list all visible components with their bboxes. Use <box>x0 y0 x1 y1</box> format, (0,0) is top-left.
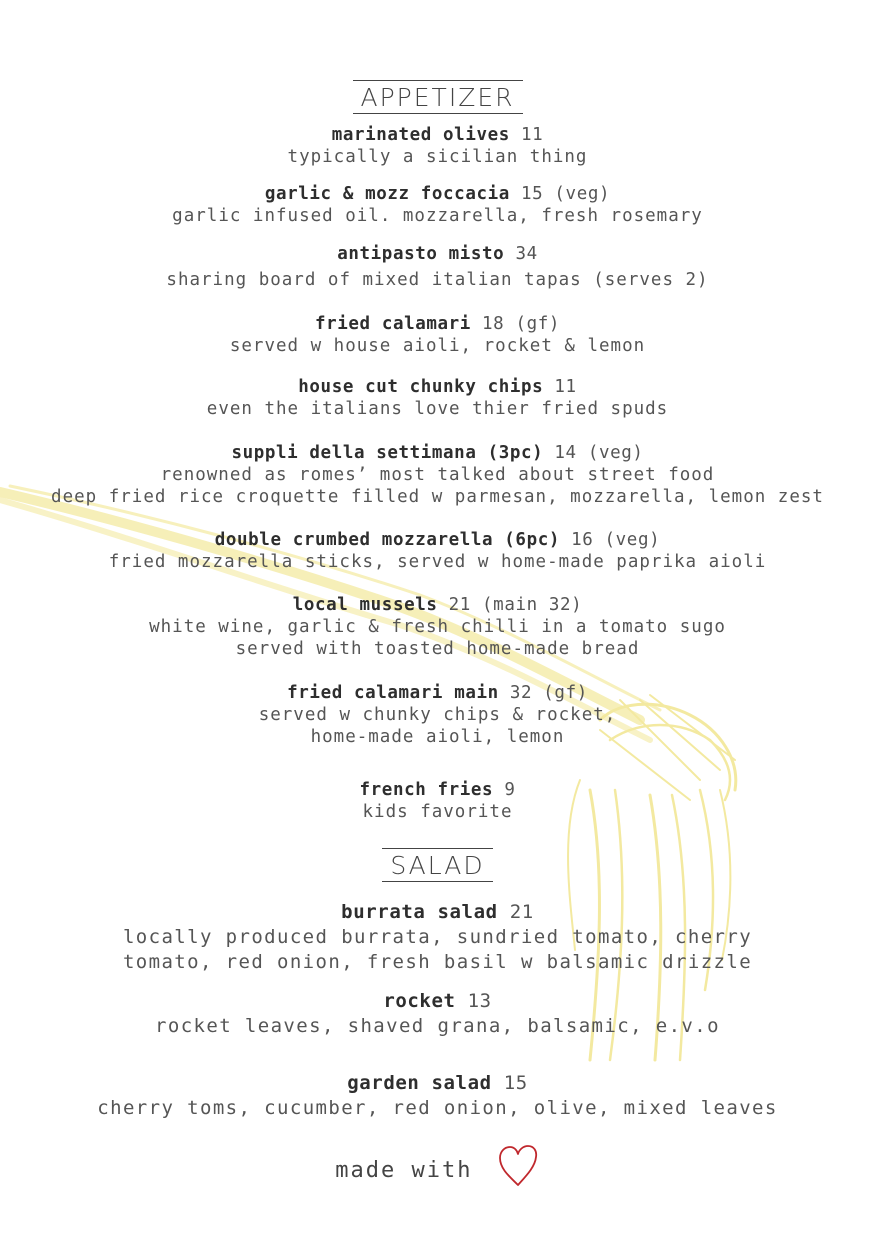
item-price: 14 (veg) <box>554 443 644 463</box>
item-price: 18 (gf) <box>482 314 560 334</box>
item-price: 11 <box>521 125 544 145</box>
item-price: 21 <box>509 901 534 923</box>
item-description: locally produced burrata, sundried tomato, cherry <box>122 926 753 948</box>
item-price: 16 (veg) <box>571 530 661 550</box>
item-description: even the italians love thier fried spuds <box>206 399 669 419</box>
item-name: local mussels <box>292 595 438 615</box>
item-description: home-made aioli, lemon <box>310 727 565 747</box>
menu-item <box>0 243 875 291</box>
item-description: tomato, red onion, fresh basil w balsamic drizzle <box>122 951 753 973</box>
footer-text: made with <box>335 1158 473 1183</box>
item-price: 32 (gf) <box>509 683 588 703</box>
menu-item <box>0 594 875 660</box>
item-description: served w chunky chips & rocket, <box>258 705 617 725</box>
item-name: garden salad <box>347 1072 492 1094</box>
menu-item <box>0 124 875 168</box>
item-name: french fries <box>359 780 494 800</box>
item-description: rocket leaves, shaved grana, balsamic, e.v.o <box>155 1015 720 1037</box>
item-description: cherry toms, cucumber, red onion, olive, mixed leaves <box>97 1097 778 1119</box>
item-name: garlic & mozz foccacia <box>264 184 510 204</box>
menu-item <box>0 442 875 508</box>
item-description: sharing board of mixed italian tapas (serves 2) <box>166 270 709 290</box>
footer-tagline <box>0 1143 875 1189</box>
menu-item <box>0 183 875 227</box>
menu-item <box>0 1071 875 1121</box>
menu-item <box>0 376 875 420</box>
item-price: 13 <box>467 990 492 1012</box>
item-name: house cut chunky chips <box>298 377 544 397</box>
menu-item <box>0 682 875 748</box>
item-name: double crumbed mozzarella (6pc) <box>214 530 560 550</box>
item-price: 21 (main 32) <box>448 595 583 615</box>
item-description: deep fried rice croquette filled w parmesan, mozzarella, lemon zest <box>51 487 824 507</box>
item-description: white wine, garlic & fresh chilli in a tomato sugo <box>149 617 726 637</box>
item-price: 34 <box>515 244 538 264</box>
item-description: renowned as romes’ most talked about street food <box>160 465 715 485</box>
item-name: fried calamari main <box>287 683 499 703</box>
item-price: 15 <box>503 1072 528 1094</box>
item-price: 9 <box>504 780 516 800</box>
menu-item <box>0 989 875 1039</box>
item-name: suppli della settimana (3pc) <box>231 443 544 463</box>
item-name: fried calamari <box>315 314 471 334</box>
item-name: antipasto misto <box>337 244 505 264</box>
item-description: garlic infused oil. mozzarella, fresh rosemary <box>172 206 703 226</box>
menu-item <box>0 900 875 975</box>
item-price: 15 (veg) <box>521 184 611 204</box>
item-description: kids favorite <box>362 802 513 822</box>
item-name: burrata salad <box>341 901 498 923</box>
item-name: marinated olives <box>331 125 510 145</box>
item-description: served w house aioli, rocket & lemon <box>229 336 646 356</box>
menu-item <box>0 529 875 573</box>
item-price: 11 <box>554 377 577 397</box>
appetizer-heading: APPETIZER <box>0 80 875 114</box>
item-name: rocket <box>383 990 456 1012</box>
item-description: typically a sicilian thing <box>287 147 588 167</box>
heart-icon <box>496 1143 540 1189</box>
item-description: served with toasted home-made bread <box>235 639 640 659</box>
item-description: fried mozzarella sticks, served w home-made paprika aioli <box>108 552 767 572</box>
menu-item <box>0 779 875 823</box>
salad-heading: SALAD <box>0 848 875 882</box>
menu-item <box>0 313 875 357</box>
